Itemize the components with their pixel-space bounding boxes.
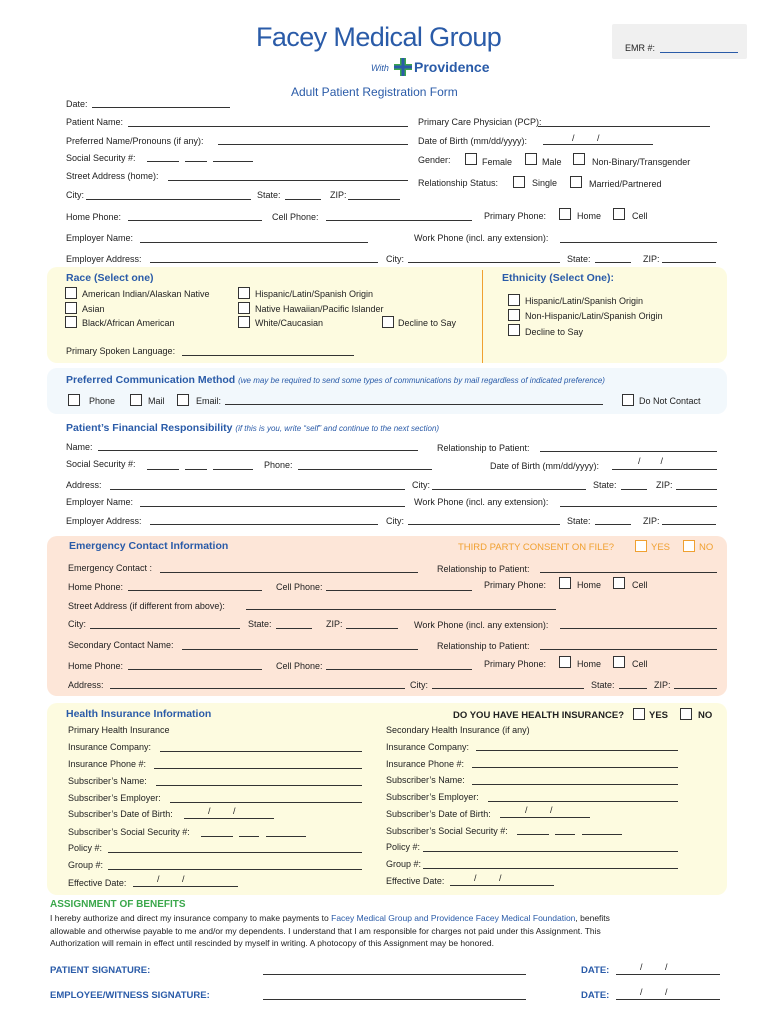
financial-title-text: Patient’s Financial Responsibility: [66, 422, 233, 434]
financial-note: (if this is you, write “self” and continue to the next section): [235, 424, 440, 433]
sec-policy-field[interactable]: [423, 851, 678, 852]
fin-relationship-label: Relationship to Patient:: [437, 443, 530, 453]
race-title: Race (Select one): [66, 272, 154, 284]
ec2-cell-phone-field[interactable]: [326, 669, 472, 670]
status-single-label: Single: [532, 178, 558, 188]
pri-effective-slashes: / /: [157, 874, 185, 884]
insurance-yes-label: YES: [649, 710, 669, 721]
consent-yes-checkbox[interactable]: [635, 540, 647, 552]
race-black-checkbox[interactable]: [65, 316, 77, 328]
fin-employer-name-field[interactable]: [140, 506, 405, 507]
insurance-no-checkbox[interactable]: [680, 708, 692, 720]
employer-name-field[interactable]: [140, 242, 368, 243]
fin-city-label: City:: [412, 480, 430, 490]
sec-group-field[interactable]: [423, 868, 678, 869]
pri-sub-ssn-label: Subscriber’s Social Security #:: [68, 827, 190, 837]
fin-employer-city-field[interactable]: [408, 524, 560, 525]
witness-signature-label: EMPLOYEE/WITNESS SIGNATURE:: [50, 990, 210, 1001]
work-phone-field[interactable]: [560, 242, 717, 243]
communication-note: (we may be required to send some types of communications by mail regardless of indicated preference): [238, 376, 605, 385]
logo: [256, 22, 522, 80]
gender-nonbinary-checkbox[interactable]: [573, 153, 585, 165]
ec-address-zip-label: ZIP:: [654, 680, 671, 690]
sec-sub-dob-slashes: / /: [525, 805, 553, 815]
pri-group-field[interactable]: [108, 869, 362, 870]
assignment-highlight: Facey Medical Group and Providence Facey Medical Foundation: [331, 913, 576, 923]
ethnicity-hispanic-checkbox[interactable]: [508, 294, 520, 306]
pri-sub-name-label: Subscriber’s Name:: [68, 776, 147, 786]
sec-company-label: Insurance Company:: [386, 742, 470, 752]
language-field[interactable]: [182, 355, 354, 356]
race-white-label: White/Caucasian: [255, 318, 324, 328]
ssn-label: Social Security #:: [66, 153, 136, 163]
fin-phone-field[interactable]: [298, 469, 432, 470]
form-title: Adult Patient Registration Form: [291, 85, 458, 99]
street-label: Street Address (home):: [66, 171, 159, 181]
ec-address-city-label: City:: [410, 680, 428, 690]
sec-group-label: Group #:: [386, 859, 422, 869]
consent-yes-label: YES: [651, 542, 671, 553]
race-american-indian-checkbox[interactable]: [65, 287, 77, 299]
ec-primary-cell-label: Cell: [632, 580, 648, 590]
city-field[interactable]: [86, 199, 251, 200]
ec2-primary-cell-label: Cell: [632, 659, 648, 669]
pri-sub-ssn-field-1[interactable]: [201, 836, 233, 837]
pri-sub-dob-label: Subscriber’s Date of Birth:: [68, 809, 173, 819]
status-single-checkbox[interactable]: [513, 176, 525, 188]
fin-employer-name-label: Employer Name:: [66, 497, 134, 507]
insurance-title: Health Insurance Information: [66, 708, 212, 720]
sec-sub-ssn-field-1[interactable]: [517, 834, 549, 835]
ec2-home-phone-label: Home Phone:: [68, 661, 124, 671]
assignment-title: ASSIGNMENT OF BENEFITS: [50, 899, 186, 910]
ec-home-phone-label: Home Phone:: [68, 582, 124, 592]
communication-title-text: Preferred Communication Method: [66, 374, 236, 386]
assignment-paragraph-3: Authorization will remain in effect until rescinded by myself in writing. A photocopy of this Assignment may be honored.: [50, 938, 494, 948]
ec-cell-phone-field[interactable]: [326, 590, 472, 591]
gender-male-checkbox[interactable]: [525, 153, 537, 165]
sec-effective-slashes: / /: [474, 873, 502, 883]
state-field[interactable]: [285, 199, 321, 200]
ec2-primary-cell-checkbox[interactable]: [613, 656, 625, 668]
ec-relationship-field[interactable]: [540, 572, 717, 573]
fin-dob-field[interactable]: [612, 469, 717, 470]
pri-policy-field[interactable]: [108, 852, 362, 853]
date-field[interactable]: [92, 107, 230, 108]
street-field[interactable]: [168, 180, 408, 181]
pri-sub-dob-field[interactable]: [184, 818, 274, 819]
city-label: City:: [66, 190, 84, 200]
providence-cross-icon: [394, 58, 412, 76]
employer-city-label: City:: [386, 254, 404, 264]
gender-male-label: Male: [542, 157, 562, 167]
ec-primary-home-checkbox[interactable]: [559, 577, 571, 589]
fin-dob-slashes: / /: [638, 456, 664, 466]
employer-state-field[interactable]: [595, 262, 631, 263]
date-label: Date:: [66, 99, 88, 109]
preferred-name-field[interactable]: [218, 144, 408, 145]
pri-sub-employer-field[interactable]: [170, 802, 362, 803]
ec-secondary-relationship-label: Relationship to Patient:: [437, 641, 530, 651]
pri-group-label: Group #:: [68, 860, 104, 870]
primary-home-checkbox[interactable]: [559, 208, 571, 220]
employer-zip-label: ZIP:: [643, 254, 660, 264]
ec-work-phone-field[interactable]: [560, 628, 717, 629]
sec-effective-field[interactable]: [450, 885, 554, 886]
sec-policy-label: Policy #:: [386, 842, 421, 852]
dob-slashes: / /: [572, 133, 600, 143]
home-phone-field[interactable]: [128, 220, 262, 221]
fin-address-label: Address:: [66, 480, 102, 490]
ethnicity-nonhispanic-label: Non-Hispanic/Latin/Spanish Origin: [525, 311, 663, 321]
financial-title: [66, 422, 439, 434]
ec2-primary-home-label: Home: [577, 659, 602, 669]
ethnicity-hispanic-label: Hispanic/Latin/Spanish Origin: [525, 296, 644, 306]
sec-sub-employer-field[interactable]: [488, 801, 678, 802]
emr-label: EMR #:: [625, 43, 656, 53]
fin-zip-label: ZIP:: [656, 480, 673, 490]
primary-home-label: Home: [577, 211, 602, 221]
insurance-question: DO YOU HAVE HEALTH INSURANCE?: [453, 710, 625, 721]
fin-employer-zip-field[interactable]: [662, 524, 716, 525]
fin-name-label: Name:: [66, 442, 93, 452]
fin-ssn-field-1[interactable]: [147, 469, 179, 470]
pri-sub-employer-label: Subscriber’s Employer:: [68, 793, 161, 803]
zip-field[interactable]: [348, 199, 400, 200]
emergency-panel: [47, 536, 727, 696]
ec2-cell-phone-label: Cell Phone:: [276, 661, 323, 671]
patient-date-field[interactable]: [616, 974, 720, 975]
assignment-text-2: , benefits: [575, 913, 610, 923]
ec2-primary-phone-label: Primary Phone:: [484, 659, 547, 669]
race-hispanic-label: Hispanic/Latin/Spanish Origin: [255, 289, 374, 299]
fin-state-field[interactable]: [621, 489, 647, 490]
consent-label: THIRD PARTY CONSENT ON FILE?: [458, 542, 615, 553]
fin-address-field[interactable]: [110, 489, 405, 490]
ec-home-phone-field[interactable]: [128, 590, 262, 591]
patient-signature-field[interactable]: [263, 974, 526, 975]
witness-date-label: DATE:: [581, 990, 610, 1001]
race-white-checkbox[interactable]: [238, 316, 250, 328]
emergency-title: Emergency Contact Information: [69, 540, 229, 552]
ec-contact-label: Emergency Contact :: [68, 563, 153, 573]
fin-state-label: State:: [593, 480, 617, 490]
ec-address-state-label: State:: [591, 680, 615, 690]
race-hawaiian-checkbox[interactable]: [238, 302, 250, 314]
ssn-field-3[interactable]: [213, 161, 253, 162]
primary-phone-label: Primary Phone:: [484, 211, 547, 221]
fin-employer-address-field[interactable]: [150, 524, 378, 525]
gender-female-checkbox[interactable]: [465, 153, 477, 165]
race-ethnicity-divider: [482, 270, 483, 363]
ec-relationship-label: Relationship to Patient:: [437, 564, 530, 574]
ec-secondary-field[interactable]: [182, 649, 418, 650]
pcp-field[interactable]: [538, 126, 710, 127]
ssn-field-2[interactable]: [185, 161, 207, 162]
ethnicity-decline-checkbox[interactable]: [508, 324, 520, 336]
assignment-paragraph-2: allowable and otherwise payable to me and/or my dependents. I understand that I am responsible for charges not paid under this Assignment. This: [50, 926, 601, 936]
race-hispanic-checkbox[interactable]: [238, 287, 250, 299]
sec-sub-dob-label: Subscriber’s Date of Birth:: [386, 809, 491, 819]
pri-policy-label: Policy #:: [68, 843, 103, 853]
comm-dnc-checkbox[interactable]: [622, 394, 634, 406]
emr-box: [612, 24, 747, 59]
secondary-insurance-label: Secondary Health Insurance (if any): [386, 725, 530, 735]
gender-label: Gender:: [418, 155, 451, 165]
ethnicity-nonhispanic-checkbox[interactable]: [508, 309, 520, 321]
ec-city-field[interactable]: [90, 628, 240, 629]
preferred-name-label: Preferred Name/Pronouns (if any):: [66, 136, 204, 146]
fin-employer-address-label: Employer Address:: [66, 516, 142, 526]
sec-sub-dob-field[interactable]: [500, 817, 590, 818]
emr-field[interactable]: [660, 52, 738, 53]
sec-sub-name-field[interactable]: [472, 784, 678, 785]
primary-insurance-label: Primary Health Insurance: [68, 725, 170, 735]
logo-main: Facey Medical Group: [256, 22, 502, 52]
pri-sub-name-field[interactable]: [156, 785, 362, 786]
sec-sub-ssn-field-3[interactable]: [582, 834, 622, 835]
consent-no-label: NO: [699, 542, 714, 553]
sec-sub-employer-label: Subscriber’s Employer:: [386, 792, 479, 802]
pri-phone-label: Insurance Phone #:: [68, 759, 147, 769]
employer-zip-field[interactable]: [662, 262, 716, 263]
fin-employer-zip-label: ZIP:: [643, 516, 660, 526]
employer-address-label: Employer Address:: [66, 254, 142, 264]
fin-zip-field[interactable]: [676, 489, 717, 490]
state-label: State:: [257, 190, 281, 200]
fin-ssn-field-2[interactable]: [185, 469, 207, 470]
race-decline-label: Decline to Say: [398, 318, 457, 328]
status-married-label: Married/Partnered: [589, 179, 662, 189]
logo-provider: Providence: [414, 59, 490, 75]
cell-phone-label: Cell Phone:: [272, 212, 319, 222]
pri-sub-ssn-field-2[interactable]: [239, 836, 259, 837]
primary-cell-label: Cell: [632, 211, 648, 221]
dob-field[interactable]: [543, 144, 653, 145]
race-black-label: Black/African American: [82, 318, 175, 328]
ec-street-label: Street Address (if different from above):: [68, 601, 225, 611]
sec-phone-field[interactable]: [472, 767, 678, 768]
ec-secondary-relationship-field[interactable]: [540, 649, 717, 650]
ethnicity-title: Ethnicity (Select One):: [502, 272, 615, 284]
comm-mail-label: Mail: [148, 396, 165, 406]
ec-state-field[interactable]: [276, 628, 312, 629]
employer-address-field[interactable]: [150, 262, 378, 263]
communication-title: [66, 374, 605, 386]
insurance-no-label: NO: [698, 710, 713, 721]
comm-dnc-label: Do Not Contact: [639, 396, 701, 406]
comm-mail-checkbox[interactable]: [130, 394, 142, 406]
fin-work-phone-field[interactable]: [560, 506, 717, 507]
witness-date-field[interactable]: [616, 999, 720, 1000]
race-decline-checkbox[interactable]: [382, 316, 394, 328]
gender-nonbinary-label: Non-Binary/Transgender: [592, 157, 691, 167]
ec-address-city-field[interactable]: [432, 688, 584, 689]
comm-email-field[interactable]: [225, 404, 603, 405]
sec-phone-label: Insurance Phone #:: [386, 759, 465, 769]
fin-employer-state-field[interactable]: [595, 524, 631, 525]
sec-company-field[interactable]: [476, 750, 678, 751]
cell-phone-field[interactable]: [326, 220, 472, 221]
language-label: Primary Spoken Language:: [66, 346, 176, 356]
dob-label: Date of Birth (mm/dd/yyyy):: [418, 136, 528, 146]
employer-state-label: State:: [567, 254, 591, 264]
home-phone-label: Home Phone:: [66, 212, 122, 222]
sec-sub-ssn-label: Subscriber’s Social Security #:: [386, 826, 508, 836]
ec-state-label: State:: [248, 619, 272, 629]
employer-city-field[interactable]: [408, 262, 560, 263]
pri-company-label: Insurance Company:: [68, 742, 152, 752]
gender-female-label: Female: [482, 157, 513, 167]
fin-employer-state-label: State:: [567, 516, 591, 526]
fin-ssn-field-3[interactable]: [213, 469, 253, 470]
relationship-status-label: Relationship Status:: [418, 178, 499, 188]
ssn-field-1[interactable]: [147, 161, 179, 162]
patient-name-label: Patient Name:: [66, 117, 124, 127]
insurance-yes-checkbox[interactable]: [633, 708, 645, 720]
fin-dob-label: Date of Birth (mm/dd/yyyy):: [490, 461, 600, 471]
patient-name-field[interactable]: [128, 126, 408, 127]
race-american-indian-label: American Indian/Alaskan Native: [82, 289, 210, 299]
ec-street-field[interactable]: [246, 609, 556, 610]
patient-date-label: DATE:: [581, 965, 610, 976]
ec-address-field[interactable]: [110, 688, 405, 689]
ec-address-label: Address:: [68, 680, 104, 690]
ec-address-state-field[interactable]: [619, 688, 647, 689]
comm-email-checkbox[interactable]: [177, 394, 189, 406]
ec-cell-phone-label: Cell Phone:: [276, 582, 323, 592]
ec-zip-label: ZIP:: [326, 619, 343, 629]
status-married-checkbox[interactable]: [570, 176, 582, 188]
pri-sub-ssn-field-3[interactable]: [266, 836, 306, 837]
logo-with: With: [371, 63, 389, 73]
consent-no-checkbox[interactable]: [683, 540, 695, 552]
fin-work-phone-label: Work Phone (incl. any extension):: [414, 497, 549, 507]
comm-phone-label: Phone: [89, 396, 116, 406]
assignment-text-1: I hereby authorize and direct my insurance company to make payments to: [50, 913, 329, 923]
fin-phone-label: Phone:: [264, 460, 293, 470]
employer-name-label: Employer Name:: [66, 233, 134, 243]
ec-primary-home-label: Home: [577, 580, 602, 590]
fin-ssn-label: Social Security #:: [66, 459, 136, 469]
sec-sub-name-label: Subscriber’s Name:: [386, 775, 465, 785]
patient-date-slashes: / /: [640, 962, 668, 972]
fin-relationship-field[interactable]: [540, 451, 717, 452]
pri-company-field[interactable]: [160, 751, 362, 752]
pcp-label: Primary Care Physician (PCP):: [418, 117, 542, 127]
primary-cell-checkbox[interactable]: [613, 208, 625, 220]
ec-primary-phone-label: Primary Phone:: [484, 580, 547, 590]
pri-effective-field[interactable]: [133, 886, 238, 887]
work-phone-label: Work Phone (incl. any extension):: [414, 233, 549, 243]
race-asian-label: Asian: [82, 304, 105, 314]
race-hawaiian-label: Native Hawaiian/Pacific Islander: [255, 304, 384, 314]
fin-employer-city-label: City:: [386, 516, 404, 526]
patient-signature-label: PATIENT SIGNATURE:: [50, 965, 151, 976]
witness-date-slashes: / /: [640, 987, 668, 997]
ethnicity-decline-label: Decline to Say: [525, 327, 584, 337]
zip-label: ZIP:: [330, 190, 347, 200]
pri-sub-dob-slashes: / /: [208, 806, 236, 816]
ec2-primary-home-checkbox[interactable]: [559, 656, 571, 668]
sec-sub-ssn-field-2[interactable]: [555, 834, 575, 835]
ec-address-zip-field[interactable]: [674, 688, 717, 689]
fin-city-field[interactable]: [432, 489, 586, 490]
race-asian-checkbox[interactable]: [65, 302, 77, 314]
ec-secondary-label: Secondary Contact Name:: [68, 640, 174, 650]
ec-work-phone-label: Work Phone (incl. any extension):: [414, 620, 549, 630]
pri-phone-field[interactable]: [154, 768, 362, 769]
comm-phone-checkbox[interactable]: [68, 394, 80, 406]
ec2-home-phone-field[interactable]: [128, 669, 262, 670]
ec-zip-field[interactable]: [346, 628, 398, 629]
fin-name-field[interactable]: [98, 450, 418, 451]
ec-contact-field[interactable]: [160, 572, 418, 573]
comm-email-label: Email:: [196, 396, 222, 406]
assignment-paragraph-1: [50, 912, 610, 924]
sec-effective-label: Effective Date:: [386, 876, 445, 886]
pri-effective-label: Effective Date:: [68, 878, 127, 888]
ec-primary-cell-checkbox[interactable]: [613, 577, 625, 589]
witness-signature-field[interactable]: [263, 999, 526, 1000]
ec-city-label: City:: [68, 619, 86, 629]
